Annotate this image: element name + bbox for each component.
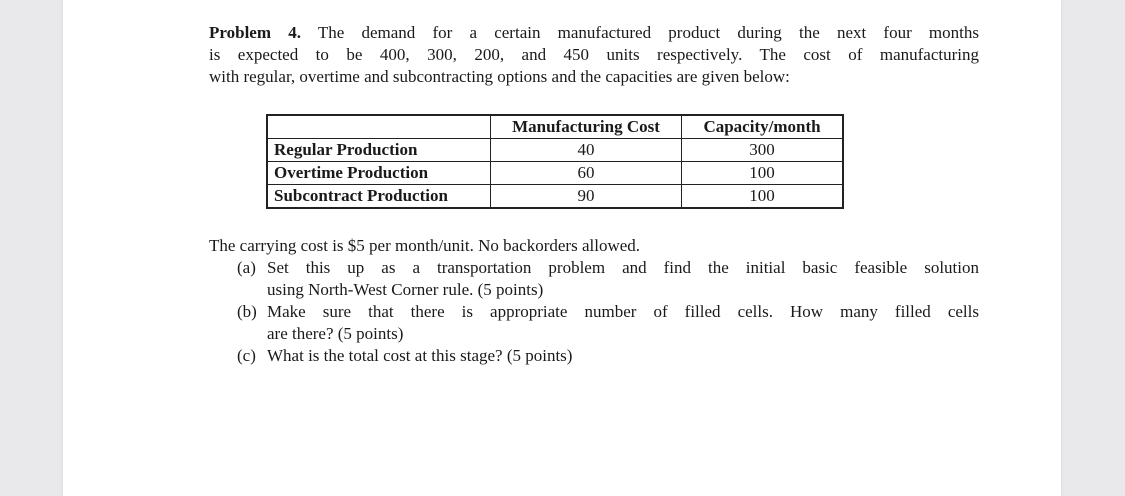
question-a-line-1: Set this up as a transportation problem and find the initial basic feasible solution bbox=[267, 258, 979, 277]
table-header-manufacturing-cost: Manufacturing Cost bbox=[491, 115, 682, 139]
capacity-subcontract: 100 bbox=[682, 185, 844, 209]
question-b-line-2: are there? (5 points) bbox=[267, 324, 404, 343]
table-row bbox=[267, 185, 843, 209]
cost-subcontract: 90 bbox=[491, 185, 682, 209]
problem-text-1: The demand for a certain manufactured product during the next four months bbox=[317, 23, 979, 42]
table-header-blank bbox=[267, 115, 491, 139]
question-c-line-1: What is the total cost at this stage? (5 points) bbox=[267, 346, 573, 365]
row-label-regular: Regular Production bbox=[267, 139, 491, 162]
problem-line-1 bbox=[209, 22, 979, 44]
table-row bbox=[267, 162, 843, 185]
question-list bbox=[209, 257, 979, 367]
cost-regular: 40 bbox=[491, 139, 682, 162]
table-header-capacity: Capacity/month bbox=[682, 115, 844, 139]
question-b-marker: (b) bbox=[237, 302, 257, 321]
table-header-row bbox=[267, 115, 843, 139]
question-a-line-2: using North-West Corner rule. (5 points) bbox=[267, 280, 544, 299]
cost-overtime: 60 bbox=[491, 162, 682, 185]
question-c-marker: (c) bbox=[237, 346, 256, 365]
problem-line-3: with regular, overtime and subcontracting options and the capacities are given below: bbox=[209, 67, 790, 86]
cost-capacity-table bbox=[266, 114, 844, 209]
problem-document bbox=[209, 22, 979, 365]
table-row bbox=[267, 139, 843, 162]
capacity-overtime: 100 bbox=[682, 162, 844, 185]
row-label-overtime: Overtime Production bbox=[267, 162, 491, 185]
problem-details bbox=[209, 235, 979, 367]
question-b bbox=[209, 301, 979, 345]
document-page bbox=[63, 0, 1061, 496]
question-b-line-1: Make sure that there is appropriate number of filled cells. How many filled cells bbox=[267, 302, 979, 321]
capacity-regular: 300 bbox=[682, 139, 844, 162]
question-c bbox=[209, 345, 979, 367]
problem-line-2: is expected to be 400, 300, 200, and 450 units respectively. The cost of manufacturing bbox=[209, 45, 979, 64]
question-a bbox=[209, 257, 979, 301]
problem-statement bbox=[209, 22, 979, 88]
question-a-marker: (a) bbox=[237, 258, 256, 277]
carrying-cost-statement: The carrying cost is $5 per month/unit. No backorders allowed. bbox=[209, 236, 641, 255]
row-label-subcontract: Subcontract Production bbox=[267, 185, 491, 209]
problem-title: Problem 4. bbox=[209, 23, 301, 42]
